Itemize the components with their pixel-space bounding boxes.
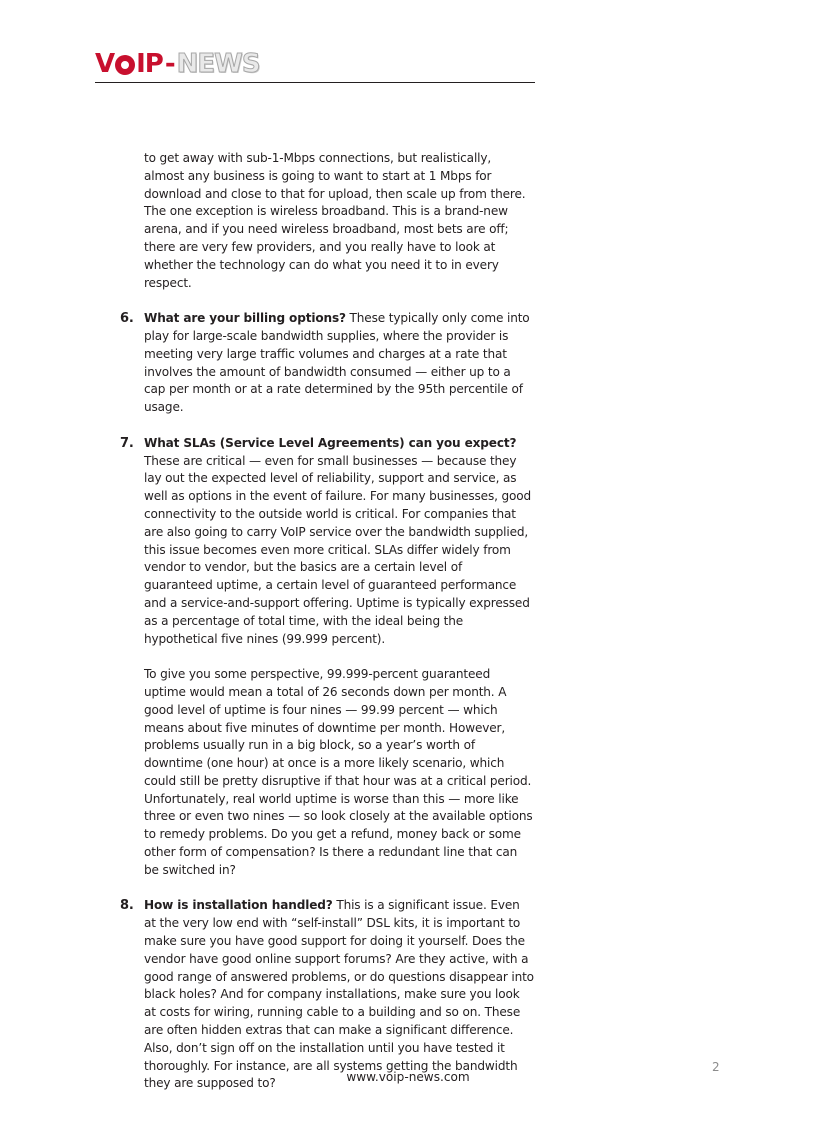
item-title: What are your billing options? xyxy=(144,311,346,326)
item-extra-paragraph: To give you some perspective, 99.999-percent guaranteed uptime would mean a total of 26 seconds down per month. A good level of uptime is four nines — 99.99 percent — which means about five minutes of downtime per month. However, problems usually run in a big block, so a year’s worth of downtime (one hour) at once is a more likely scenario, which could still be pretty disruptive if that hour was at a critical period. Unfortunately, real world uptime is worse than this — more like three or even two nines — so look closely at the available options to remedy problems. Do you get a refund, money back or some other form of compensation? Is there a redundant line that can be switched in? xyxy=(144,667,533,877)
intro-paragraph: to get away with sub-1-Mbps connections, but realistically, almost any business is going to want to start at 1 Mbps for download and close to that for upload, then scale up from there. The one exception is wireless broadband. This is a brand-new arena, and if you need wireless broadband, most bets are off; there are very few providers, and you really have to look at whether the technology can do what you need it to in every respect. xyxy=(144,151,526,290)
voip-news-logo: V IP - NEWS xyxy=(95,49,260,79)
item-body: This is a significant issue. Even at the very low end with “self-install” DSL kits, it is important to make sure you have good support for doing it yourself. Does the vendor have good online support forums? Are they active, with a good range of answered problems, or do questions disappear into black holes? And for company installations, make sure you look at costs for wiring, running cable to a building and so on. These are often hidden extras that can make a significant difference. Also, don’t sign off on the installation until you have tested it thoroughly. For instance, are all systems getting the bandwidth they are supposed to? xyxy=(144,898,534,1091)
list-item-7 xyxy=(120,435,534,880)
item-body: These are critical — even for small businesses — because they lay out the expected level of reliability, support and service, as well as options in the event of failure. For many businesses, good connectivity to the outside world is critical. For companies that are also going to carry VoIP service over the bandwidth supplied, this issue becomes even more critical. SLAs differ widely from vendor to vendor, but the basics are a certain level of guaranteed uptime, a certain level of guaranteed performance and a service-and-support offering. Uptime is typically expressed as a percentage of total time, with the ideal being the hypothetical five nines (99.999 percent). xyxy=(144,453,532,646)
footer-url: www.voip-news.com xyxy=(346,1070,470,1084)
page-number: 2 xyxy=(712,1060,720,1074)
list-item-6 xyxy=(120,310,534,417)
item-body: These typically only come into play for large-scale bandwidth supplies, where the provider is meeting very large traffic volumes and charges at a rate that involves the amount of bandwidth consumed — either up to a cap per month or at a rate determined by the 95th percentile of usage. xyxy=(144,311,530,415)
item-title: How is installation handled? xyxy=(144,898,333,913)
item-number: 7. xyxy=(120,435,134,451)
item-number: 8. xyxy=(120,898,134,914)
item-number: 6. xyxy=(120,311,134,327)
list-item-8 xyxy=(120,897,534,1093)
item-title: What SLAs (Service Level Agreements) can you expect? xyxy=(144,435,517,450)
header-divider xyxy=(95,82,535,83)
article-body xyxy=(120,150,534,1093)
